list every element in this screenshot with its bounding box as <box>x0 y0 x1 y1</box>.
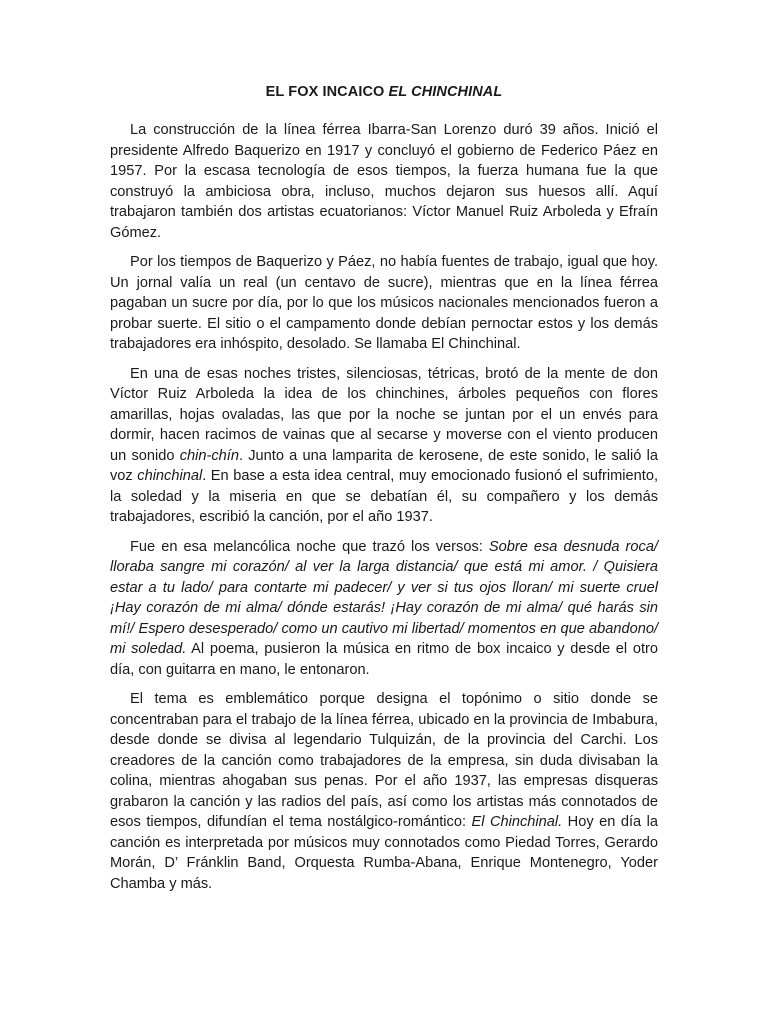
paragraph <box>110 537 658 681</box>
document-title <box>0 84 768 100</box>
text-run: Hoy en día la canción es interpretada por músicos muy connotados como Piedad Torres, Gerardo Morán, D’ Fránklin Band, Orquesta Rumba-Abana, Enrique Montenegro, Yoder Chamba y más. <box>110 814 658 892</box>
text-run: Fue en esa melancólica noche que trazó los versos: <box>130 538 489 555</box>
title-prefix: EL FOX INCAICO <box>265 84 389 100</box>
paragraph <box>110 252 658 355</box>
paragraph <box>110 364 658 528</box>
document-body <box>110 120 658 903</box>
italic-text: chinchinal <box>137 468 203 484</box>
text-run: El tema es emblemático porque designa el topónimo o sitio donde se concentraban para el trabajo de la línea férrea, ubicado en la provincia de Imbabura, desde donde se divisa al legendario Tulquizán, de la provincia del Carchi. Los creadores de la canción como trabajadores de la empresa, sin duda divisaban la colina, mientras ahogaban sus penas. Por el año 1937, las empresas disqueras grabaron la canción y las radios del país, así como los artistas más connotados de esos tiempos, difundían el tema nostálgico-romántico: <box>110 691 658 830</box>
text-run: La construcción de la línea férrea Ibarra-San Lorenzo duró 39 años. Inició el presidente Alfredo Baquerizo en 1917 y concluyó el gobierno de Federico Páez en 1957. Por la escasa tecnología de esos tiempos, la fuerza humana fue la que construyó la ambiciosa obra, incluso, muchos dejaron sus huesos allí. Aquí trabajaron también dos artistas ecuatorianos: Víctor Manuel Ruiz Arboleda y Efraín Gómez. <box>110 122 658 241</box>
italic-text: Sobre esa desnuda roca/ lloraba sangre mi corazón/ al ver la larga distancia/ que está mi amor. / Quisiera estar a tu lado/ para contarte mi padecer/ y ver si tus ojos lloran/ mi suerte cruel ¡Hay corazón de mi alma/ dónde estarás! ¡Hay corazón de mi alma/ qué harás sin mí!/ Espero desesperado/ como un cautivo mi libertad/ momentos en que abandono/ mi soledad. <box>110 538 659 657</box>
text-run: Por los tiempos de Baquerizo y Páez, no había fuentes de trabajo, igual que hoy. Un jornal valía un real (un centavo de sucre), mientras que en la línea férrea pagaban un sucre por día, por lo que los músicos nacionales mencionados fueron a probar suerte. El sitio o el campamento donde debían pernoctar estos y los demás trabajadores era inhóspito, desolado. Se llamaba El Chinchinal. <box>110 254 658 352</box>
text-run: En una de esas noches tristes, silenciosas, tétricas, brotó de la mente de don Víctor Ruiz Arboleda la idea de los chinchines, árboles pequeños con flores amarillas, hojas ovaladas, las que por la noche se juntan por el un envés para dormir, hacen racimos de vainas que al secarse y moverse con el viento producen un sonido <box>110 365 658 464</box>
italic-text: chin-chín <box>179 447 239 464</box>
title-italic: EL CHINCHINAL <box>388 84 503 100</box>
paragraph <box>110 689 658 894</box>
italic-text: El Chinchinal. <box>471 814 563 830</box>
text-run: . En base a esta idea central, muy emocionado fusionó el sufrimiento, la soledad y la miseria en que se debatían él, su compañero y los demás trabajadores, escribió la canción, por el año 1937. <box>110 468 658 525</box>
text-run: . Junto a una lamparita de kerosene, de este sonido, le salió la voz <box>110 447 658 484</box>
paragraph <box>110 120 658 243</box>
text-run: Al poema, pusieron la música en ritmo de box incaico y desde el otro día, con guitarra en mano, le entonaron. <box>110 641 658 678</box>
